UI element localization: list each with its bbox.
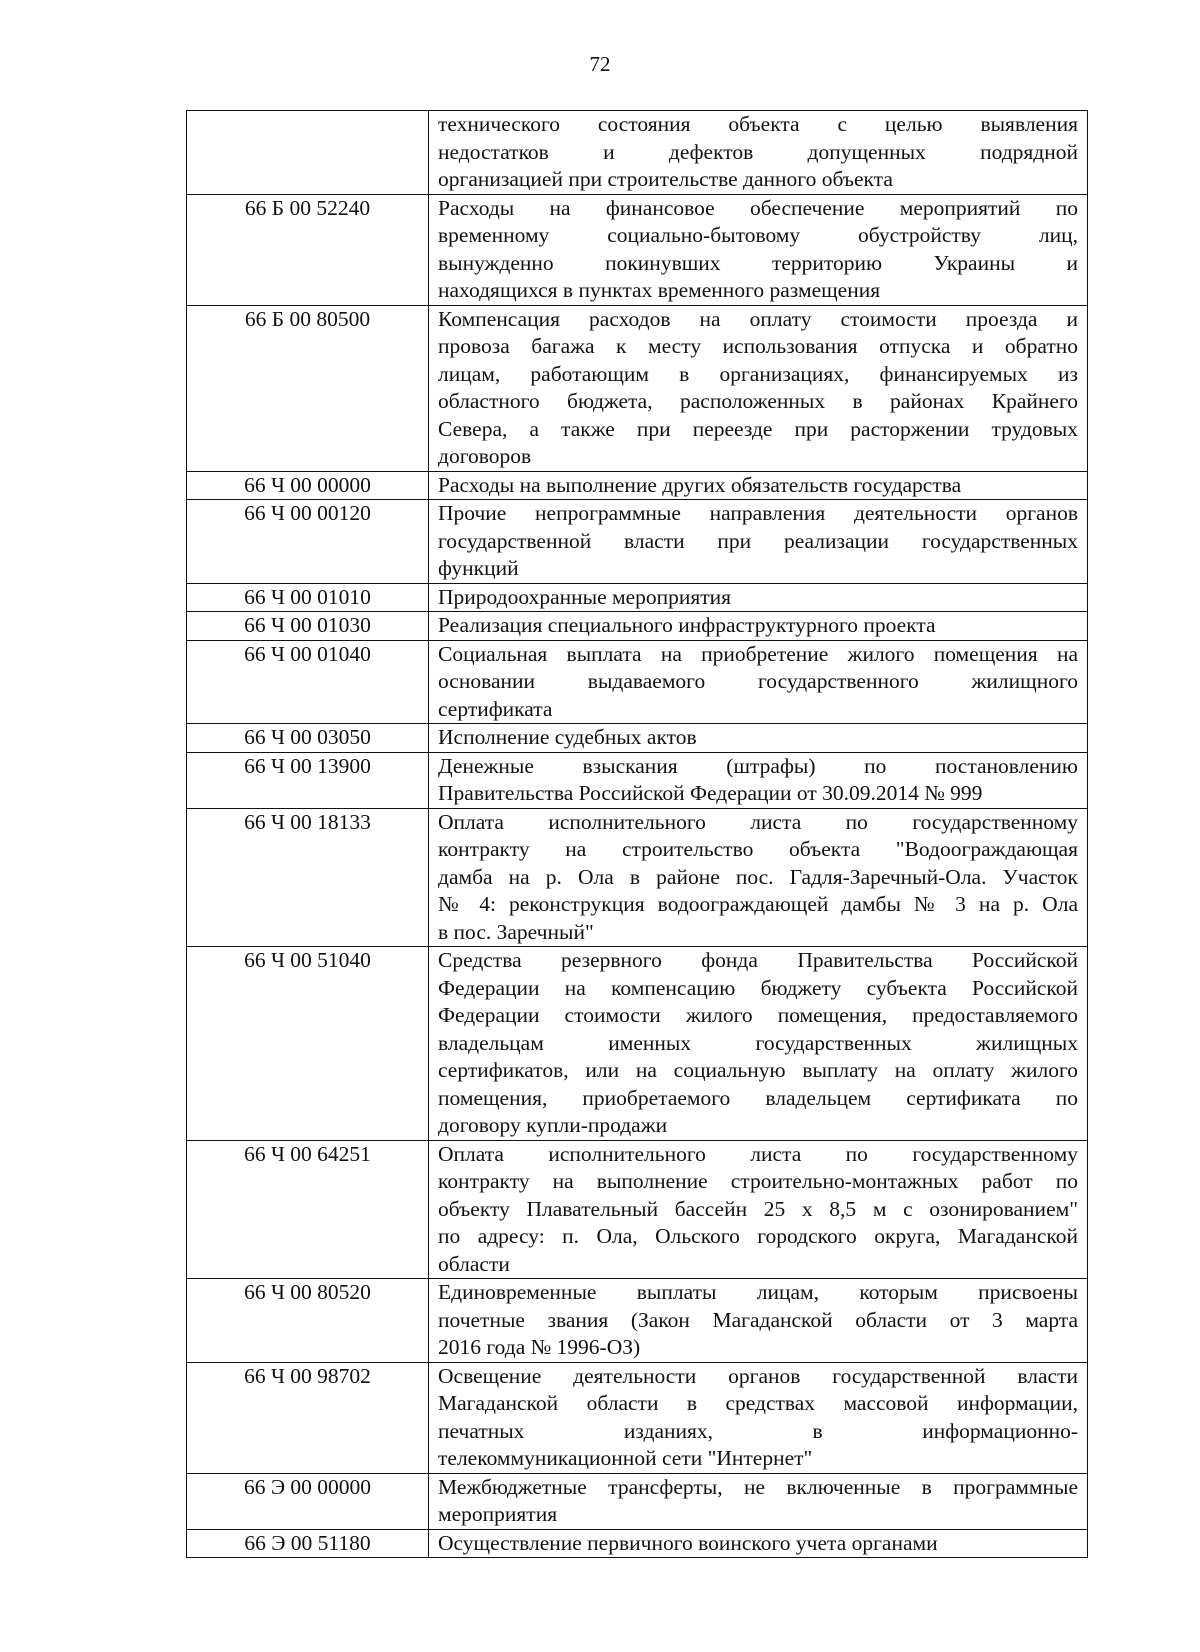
- description-line: недостатков и дефектов допущенных подрядной: [438, 139, 1078, 164]
- description-line: временному социально-бытовому обустройству лиц,: [438, 223, 1078, 247]
- description-line: организацией при строительстве данного объекта: [438, 167, 893, 191]
- description-line: Осуществление первичного воинского учета органами: [438, 1530, 938, 1555]
- description-line: функций: [438, 556, 519, 580]
- table-row: [187, 612, 1088, 641]
- description-line: провоза багажа к месту использования отпуска и обратно: [438, 334, 1078, 358]
- description-line: Единовременные выплаты лицам, которым присвоены: [438, 1280, 1078, 1304]
- description-line: Федерации на компенсацию бюджету субъекта Российской: [438, 975, 1078, 1000]
- row-description: [429, 194, 1088, 305]
- row-code: 66 Э 00 00000: [187, 1473, 429, 1529]
- description-line: Природоохранные мероприятия: [438, 584, 732, 609]
- row-description: [429, 724, 1088, 753]
- table-row: [187, 1140, 1088, 1279]
- table-row: [187, 808, 1088, 947]
- row-description: [429, 583, 1088, 612]
- description-line: договоров: [438, 444, 532, 468]
- description-line: Федерации стоимости жилого помещения, предоставляемого: [438, 1003, 1078, 1027]
- row-description: [429, 1279, 1088, 1363]
- description-line: лицам, работающим в организациях, финансируемых из: [438, 361, 1078, 386]
- description-line: почетные звания (Закон Магаданской области от 3 марта: [438, 1307, 1078, 1332]
- description-line: Севера, а также при переезде при расторжении трудовых: [438, 416, 1078, 441]
- row-code: 66 Ч 00 01010: [187, 583, 429, 612]
- description-line: телекоммуникационной сети "Интернет": [438, 1446, 813, 1470]
- row-code: 66 Ч 00 13900: [187, 752, 429, 808]
- row-description: [429, 1473, 1088, 1529]
- row-code: 66 Ч 00 01040: [187, 640, 429, 724]
- description-line: № 4: реконструкция водоограждающей дамбы № 3 на р. Ола: [438, 892, 1078, 916]
- description-line: Оплата исполнительного листа по государственному: [438, 809, 1078, 834]
- row-description: [429, 1529, 1088, 1558]
- row-code: 66 Ч 00 64251: [187, 1140, 429, 1279]
- description-line: сертификата: [438, 696, 553, 721]
- description-line: Расходы на выполнение других обязательств государства: [438, 472, 962, 497]
- table-row: [187, 111, 1088, 195]
- table-row: [187, 640, 1088, 724]
- table-row: [187, 752, 1088, 808]
- description-line: Магаданской области в средствах массовой информации,: [438, 1391, 1078, 1415]
- row-description: [429, 471, 1088, 500]
- row-description: [429, 1362, 1088, 1473]
- row-description: [429, 947, 1088, 1141]
- row-code: 66 Э 00 51180: [187, 1529, 429, 1558]
- row-code: 66 Ч 00 03050: [187, 724, 429, 753]
- row-code: 66 Ч 00 00120: [187, 500, 429, 584]
- row-code: 66 Ч 00 80520: [187, 1279, 429, 1363]
- description-line: контракту на строительство объекта "Водоограждающая: [438, 837, 1078, 861]
- row-code: [187, 111, 429, 195]
- row-description: [429, 500, 1088, 584]
- table-row: [187, 724, 1088, 753]
- description-line: Освещение деятельности органов государственной власти: [438, 1363, 1078, 1388]
- row-code: 66 Б 00 52240: [187, 194, 429, 305]
- description-line: помещения, приобретаемого владельцем сертификата по: [438, 1085, 1078, 1110]
- description-line: Социальная выплата на приобретение жилого помещения на: [438, 641, 1078, 666]
- row-description: [429, 1140, 1088, 1279]
- table-row: [187, 583, 1088, 612]
- description-line: мероприятия: [438, 1502, 558, 1526]
- description-line: областного бюджета, расположенных в районах Крайнего: [438, 389, 1078, 413]
- table-row: [187, 500, 1088, 584]
- description-line: технического состояния объекта с целью выявления: [438, 112, 1078, 136]
- table-row: [187, 1473, 1088, 1529]
- row-description: [429, 305, 1088, 471]
- row-code: 66 Ч 00 18133: [187, 808, 429, 947]
- description-line: Исполнение судебных актов: [438, 725, 697, 749]
- table-row: [187, 947, 1088, 1141]
- row-description: [429, 752, 1088, 808]
- description-line: 2016 года № 1996-ОЗ): [438, 1335, 641, 1359]
- row-description: [429, 640, 1088, 724]
- description-line: Оплата исполнительного листа по государственному: [438, 1141, 1078, 1166]
- description-line: государственной власти при реализации государственных: [438, 528, 1078, 553]
- description-line: печатных изданиях, в информационно-: [438, 1418, 1078, 1443]
- row-code: 66 Ч 00 98702: [187, 1362, 429, 1473]
- description-line: Правительства Российской Федерации от 30.09.2014 № 999: [438, 781, 983, 805]
- description-line: Денежные взыскания (штрафы) по постановлению: [438, 753, 1078, 778]
- table-body: [187, 111, 1088, 1558]
- table-row: [187, 1279, 1088, 1363]
- description-line: дамба на р. Ола в районе пос. Гадля-Заречный-Ола. Участок: [438, 864, 1078, 889]
- page-number: 72: [589, 52, 611, 76]
- table-row: [187, 1362, 1088, 1473]
- table-row: [187, 305, 1088, 471]
- description-line: Компенсация расходов на оплату стоимости проезда и: [438, 306, 1078, 331]
- table-row: [187, 471, 1088, 500]
- description-line: вынужденно покинувших территорию Украины и: [438, 250, 1078, 275]
- description-line: владельцам именных государственных жилищных: [438, 1030, 1078, 1055]
- description-line: в пос. Заречный": [438, 919, 594, 944]
- description-line: Расходы на финансовое обеспечение мероприятий по: [438, 195, 1078, 220]
- description-line: основании выдаваемого государственного жилищного: [438, 669, 1078, 693]
- description-line: сертификатов, или на социальную выплату на оплату жилого: [438, 1058, 1078, 1082]
- description-line: контракту на выполнение строительно-монтажных работ по: [438, 1169, 1078, 1193]
- row-code: 66 Ч 00 00000: [187, 471, 429, 500]
- row-code: 66 Б 00 80500: [187, 305, 429, 471]
- row-description: [429, 808, 1088, 947]
- description-line: области: [438, 1251, 510, 1276]
- description-line: Реализация специального инфраструктурного проекта: [438, 613, 936, 637]
- description-line: Средства резервного фонда Правительства Российской: [438, 948, 1078, 972]
- row-code: 66 Ч 00 01030: [187, 612, 429, 641]
- description-line: находящихся в пунктах временного размещения: [438, 278, 881, 302]
- row-description: [429, 111, 1088, 195]
- budget-codes-table: [186, 110, 1088, 1558]
- table-row: [187, 194, 1088, 305]
- row-code: 66 Ч 00 51040: [187, 947, 429, 1141]
- row-description: [429, 612, 1088, 641]
- description-line: по адресу: п. Ола, Ольского городского округа, Магаданской: [438, 1224, 1078, 1248]
- table-row: [187, 1529, 1088, 1558]
- description-line: договору купли-продажи: [438, 1113, 668, 1137]
- description-line: объекту Плавательный бассейн 25 х 8,5 м с озонированием": [438, 1196, 1078, 1221]
- description-line: Межбюджетные трансферты, не включенные в программные: [438, 1474, 1078, 1499]
- description-line: Прочие непрограммные направления деятельности органов: [438, 501, 1078, 525]
